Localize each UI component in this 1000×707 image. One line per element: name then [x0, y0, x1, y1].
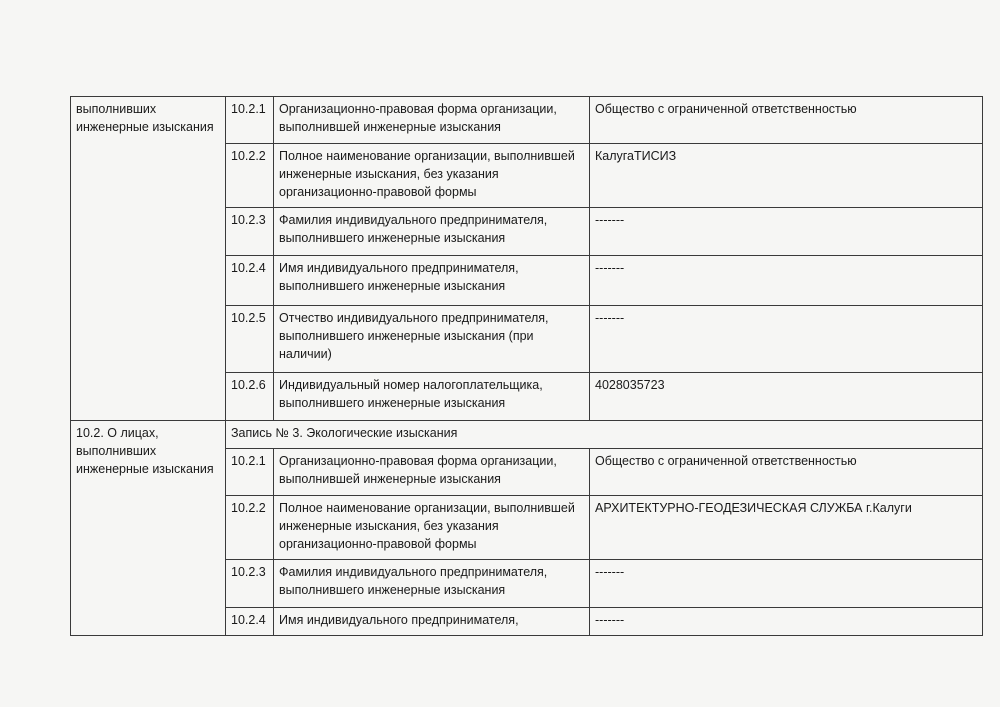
row-number: 10.2.2 [226, 144, 274, 208]
row-number: 10.2.4 [226, 256, 274, 306]
field-value: Общество с ограниченной ответственностью [590, 97, 983, 144]
row-number: 10.2.3 [226, 560, 274, 608]
section-label: 10.2. О лицах, выполнивших инженерные изыскания [71, 421, 226, 636]
field-name: Организационно-правовая форма организации, выполнившей инженерные изыскания [274, 449, 590, 496]
field-value: ------- [590, 608, 983, 636]
field-value: АРХИТЕКТУРНО-ГЕОДЕЗИЧЕСКАЯ СЛУЖБА г.Калуги [590, 496, 983, 560]
field-name: Имя индивидуального предпринимателя, выполнившего инженерные изыскания [274, 256, 590, 306]
field-value: ------- [590, 560, 983, 608]
field-name: Фамилия индивидуального предпринимателя, выполнившего инженерные изыскания [274, 560, 590, 608]
row-number: 10.2.4 [226, 608, 274, 636]
field-name: Фамилия индивидуального предпринимателя, выполнившего инженерные изыскания [274, 208, 590, 256]
field-value: ------- [590, 256, 983, 306]
table-row [71, 97, 983, 144]
table-row [71, 421, 983, 449]
field-name: Имя индивидуального предпринимателя, [274, 608, 590, 636]
row-number: 10.2.1 [226, 97, 274, 144]
field-value: Общество с ограниченной ответственностью [590, 449, 983, 496]
field-value: ------- [590, 208, 983, 256]
field-value: 4028035723 [590, 373, 983, 421]
field-name: Индивидуальный номер налогоплательщика, выполнившего инженерные изыскания [274, 373, 590, 421]
field-name: Организационно-правовая форма организации, выполнившей инженерные изыскания [274, 97, 590, 144]
field-value: ------- [590, 306, 983, 373]
registry-table [70, 96, 983, 636]
field-value: КалугаТИСИЗ [590, 144, 983, 208]
field-name: Полное наименование организации, выполнившей инженерные изыскания, без указания организационно-правовой формы [274, 496, 590, 560]
field-name: Полное наименование организации, выполнившей инженерные изыскания, без указания организационно-правовой формы [274, 144, 590, 208]
record-title: Запись № 3. Экологические изыскания [226, 421, 983, 449]
row-number: 10.2.5 [226, 306, 274, 373]
row-number: 10.2.6 [226, 373, 274, 421]
row-number: 10.2.2 [226, 496, 274, 560]
row-number: 10.2.3 [226, 208, 274, 256]
field-name: Отчество индивидуального предпринимателя, выполнившего инженерные изыскания (при наличии) [274, 306, 590, 373]
section-label: выполнивших инженерные изыскания [71, 97, 226, 421]
row-number: 10.2.1 [226, 449, 274, 496]
